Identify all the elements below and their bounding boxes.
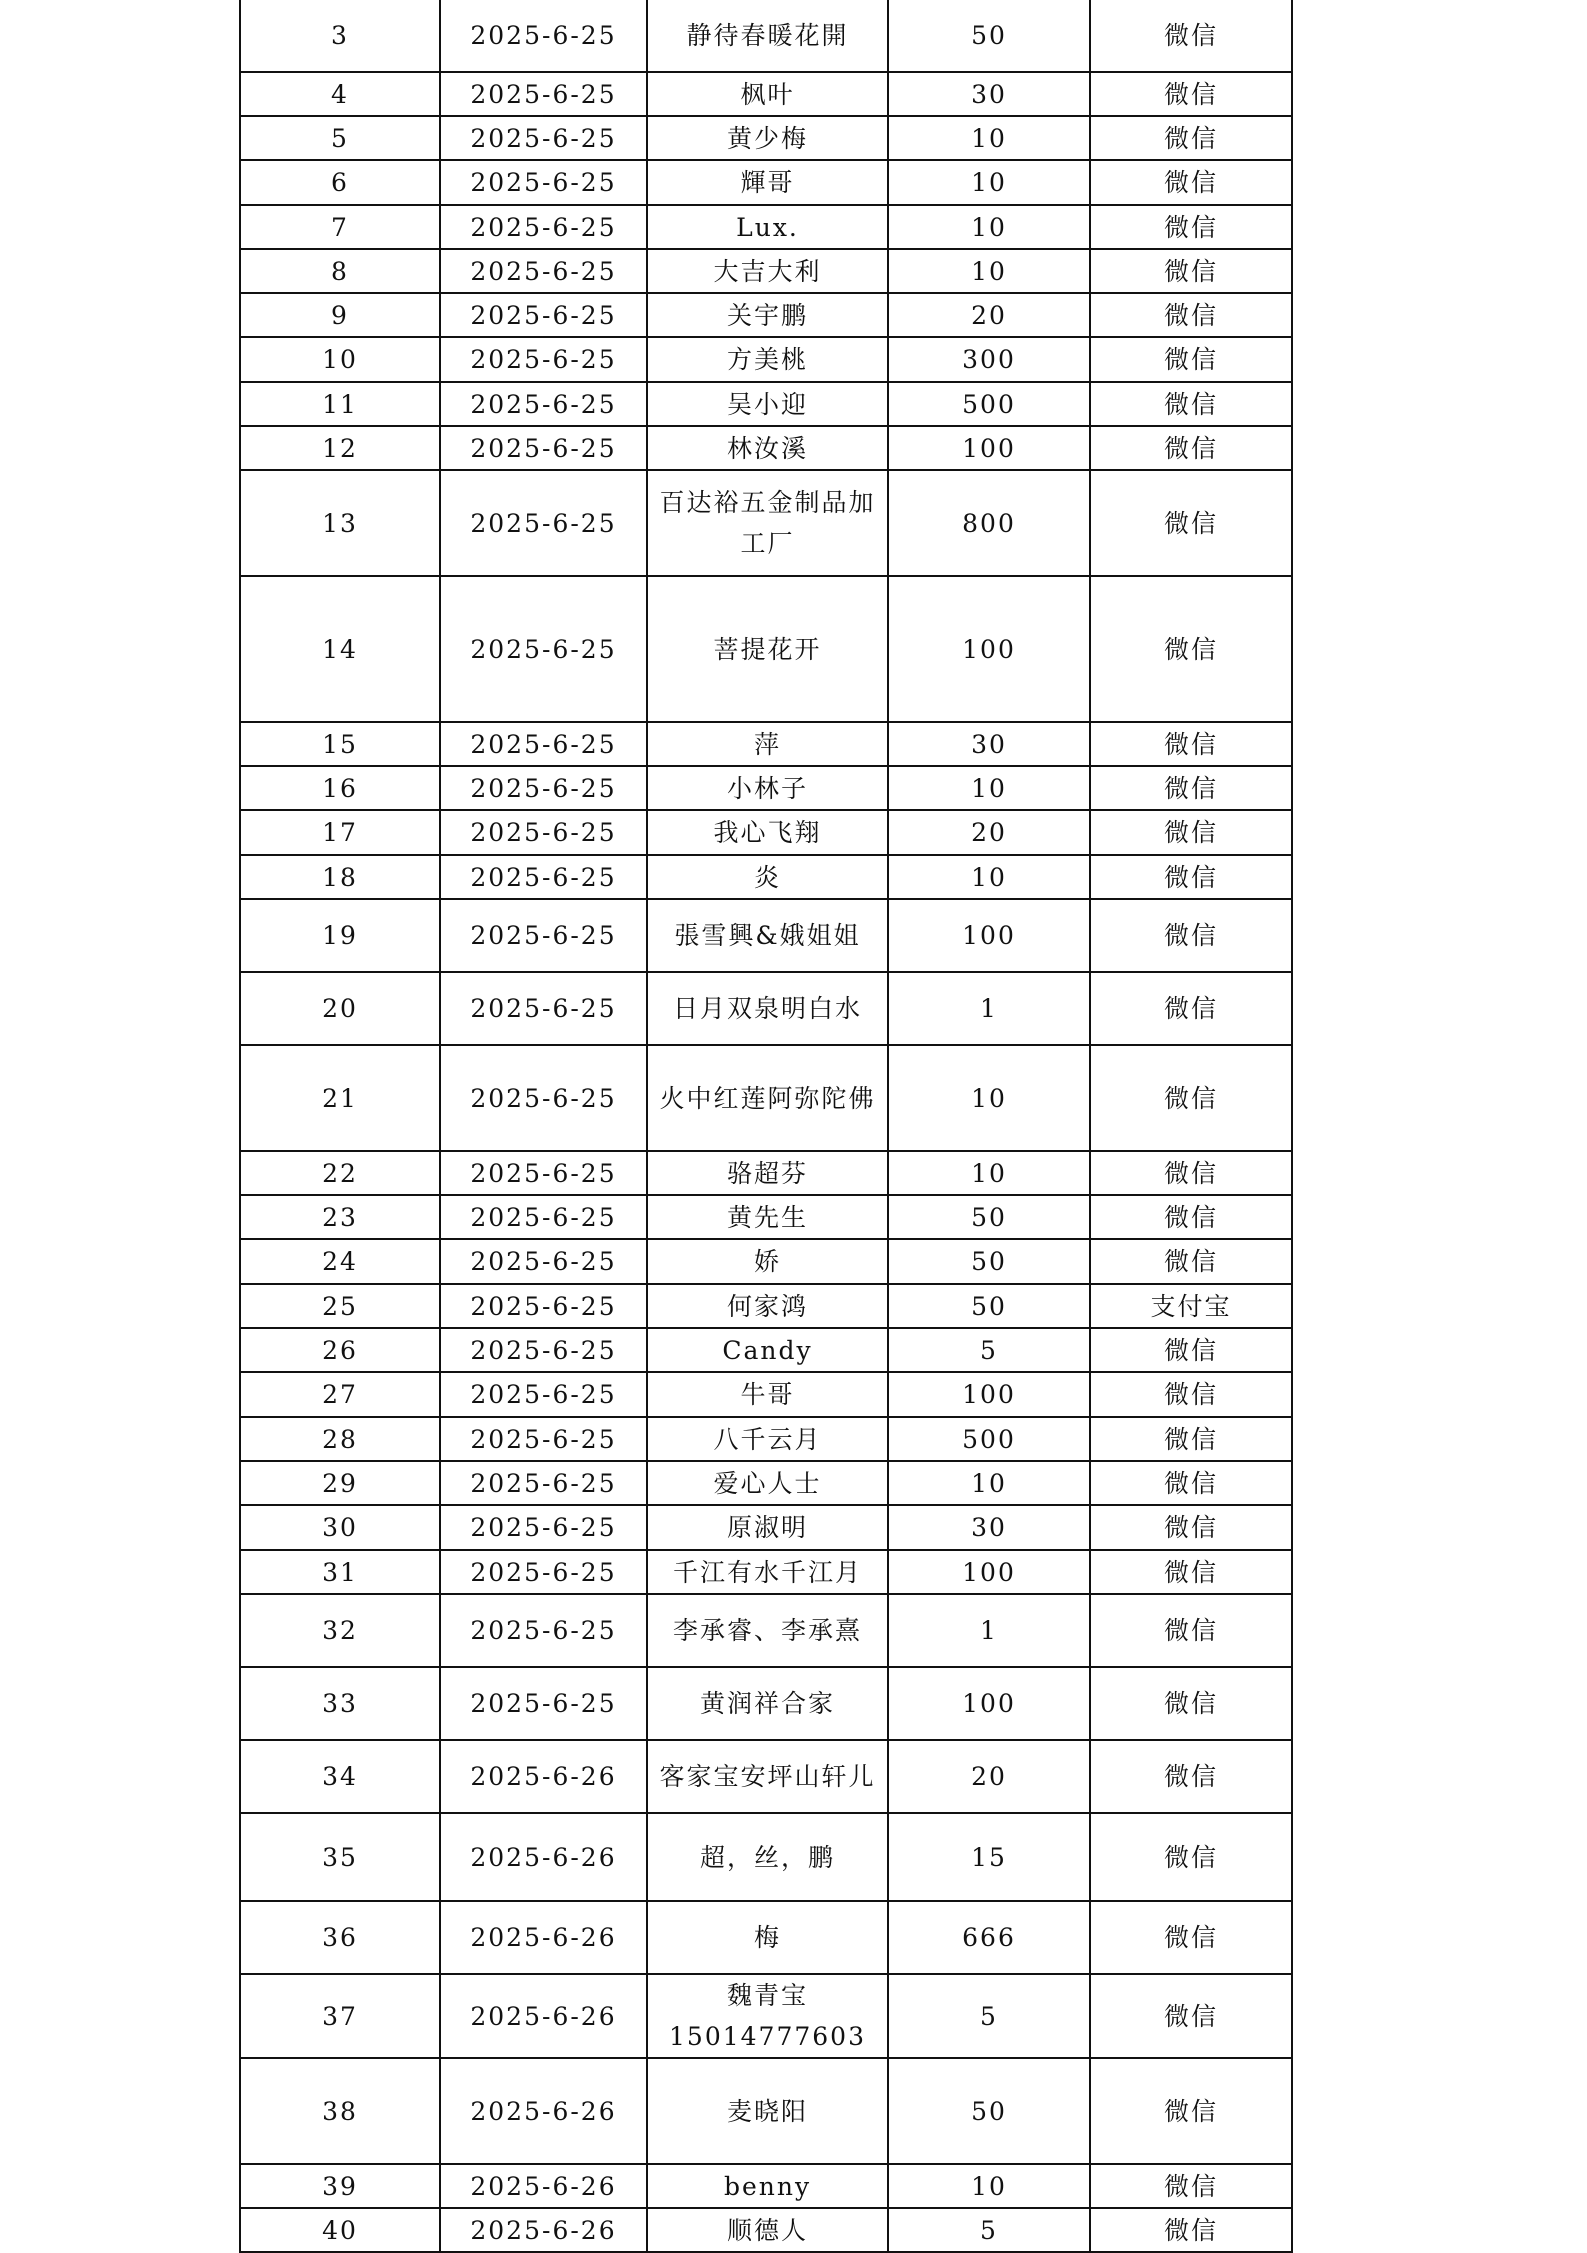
amount-cell: 30: [888, 72, 1090, 116]
date-cell: 2025-6-26: [440, 1974, 647, 2058]
table-row: [240, 1045, 1292, 1151]
row-number-cell: 12: [240, 426, 440, 470]
payment-method-cell: 微信: [1090, 899, 1292, 972]
payment-method-cell: 微信: [1090, 766, 1292, 810]
row-number-cell: 38: [240, 2058, 440, 2164]
date-cell: 2025-6-25: [440, 337, 647, 382]
amount-cell: 100: [888, 426, 1090, 470]
table-row: [240, 766, 1292, 810]
amount-cell: 10: [888, 116, 1090, 160]
donor-name-cell: 方美桃: [647, 337, 888, 382]
amount-cell: 50: [888, 0, 1090, 72]
amount-cell: 50: [888, 1195, 1090, 1239]
date-cell: 2025-6-26: [440, 2208, 647, 2252]
row-number-cell: 9: [240, 293, 440, 337]
payment-method-cell: 微信: [1090, 972, 1292, 1045]
payment-method-cell: 微信: [1090, 1195, 1292, 1239]
table-row: [240, 160, 1292, 205]
amount-cell: 100: [888, 1550, 1090, 1594]
date-cell: 2025-6-26: [440, 2164, 647, 2208]
donor-name-cell: 牛哥: [647, 1372, 888, 1417]
amount-cell: 10: [888, 160, 1090, 205]
amount-cell: 20: [888, 293, 1090, 337]
donor-name-cell: 火中红莲阿弥陀佛: [647, 1045, 888, 1151]
table-row: [240, 855, 1292, 899]
donor-name-cell: 爱心人士: [647, 1461, 888, 1505]
donor-name-cell: 顺德人: [647, 2208, 888, 2252]
row-number-cell: 32: [240, 1594, 440, 1667]
donor-name-cell: 吴小迎: [647, 382, 888, 426]
payment-method-cell: 微信: [1090, 2208, 1292, 2252]
payment-method-cell: 微信: [1090, 1328, 1292, 1372]
table-row: [240, 2164, 1292, 2208]
donor-name-cell: 大吉大利: [647, 249, 888, 293]
amount-cell: 100: [888, 1667, 1090, 1740]
payment-method-cell: 微信: [1090, 1461, 1292, 1505]
date-cell: 2025-6-25: [440, 1372, 647, 1417]
payment-method-cell: 微信: [1090, 576, 1292, 722]
payment-method-cell: 微信: [1090, 1550, 1292, 1594]
amount-cell: 100: [888, 899, 1090, 972]
date-cell: 2025-6-25: [440, 72, 647, 116]
donor-name-cell: 輝哥: [647, 160, 888, 205]
amount-cell: 100: [888, 1372, 1090, 1417]
table-row: [240, 810, 1292, 855]
payment-method-cell: 微信: [1090, 722, 1292, 766]
row-number-cell: 11: [240, 382, 440, 426]
row-number-cell: 7: [240, 205, 440, 249]
payment-method-cell: 微信: [1090, 1974, 1292, 2058]
donor-name-cell: benny: [647, 2164, 888, 2208]
table-row: [240, 1239, 1292, 1284]
amount-cell: 50: [888, 1239, 1090, 1284]
row-number-cell: 20: [240, 972, 440, 1045]
payment-method-cell: 微信: [1090, 1372, 1292, 1417]
table-row: [240, 1284, 1292, 1328]
amount-cell: 300: [888, 337, 1090, 382]
donor-name-cell: 静待春暖花開: [647, 0, 888, 72]
date-cell: 2025-6-26: [440, 2058, 647, 2164]
payment-method-cell: 微信: [1090, 382, 1292, 426]
donation-table-body: [240, 0, 1292, 2252]
table-row: [240, 1461, 1292, 1505]
donor-name-cell: 关宇鹏: [647, 293, 888, 337]
donor-name-cell: Lux.: [647, 205, 888, 249]
row-number-cell: 17: [240, 810, 440, 855]
donor-name-cell: 枫叶: [647, 72, 888, 116]
date-cell: 2025-6-25: [440, 1505, 647, 1550]
date-cell: 2025-6-25: [440, 899, 647, 972]
payment-method-cell: 微信: [1090, 337, 1292, 382]
table-row: [240, 116, 1292, 160]
donor-name-cell: 梅: [647, 1901, 888, 1974]
table-row: [240, 1594, 1292, 1667]
date-cell: 2025-6-25: [440, 1151, 647, 1195]
table-row: [240, 2208, 1292, 2252]
donor-name-cell: 黄润祥合家: [647, 1667, 888, 1740]
date-cell: 2025-6-26: [440, 1813, 647, 1901]
donor-name-cell: 超，丝，鹏: [647, 1813, 888, 1901]
date-cell: 2025-6-25: [440, 1328, 647, 1372]
payment-method-cell: 微信: [1090, 249, 1292, 293]
row-number-cell: 13: [240, 470, 440, 576]
table-row: [240, 1813, 1292, 1901]
donor-name-cell: 菩提花开: [647, 576, 888, 722]
amount-cell: 30: [888, 1505, 1090, 1550]
amount-cell: 100: [888, 576, 1090, 722]
row-number-cell: 27: [240, 1372, 440, 1417]
payment-method-cell: 微信: [1090, 1667, 1292, 1740]
table-row: [240, 1901, 1292, 1974]
table-row: [240, 293, 1292, 337]
date-cell: 2025-6-25: [440, 1195, 647, 1239]
date-cell: 2025-6-25: [440, 382, 647, 426]
amount-cell: 20: [888, 810, 1090, 855]
amount-cell: 666: [888, 1901, 1090, 1974]
row-number-cell: 31: [240, 1550, 440, 1594]
table-row: [240, 1667, 1292, 1740]
row-number-cell: 40: [240, 2208, 440, 2252]
payment-method-cell: 微信: [1090, 72, 1292, 116]
payment-method-cell: 微信: [1090, 1740, 1292, 1813]
date-cell: 2025-6-25: [440, 1045, 647, 1151]
table-row: [240, 0, 1292, 72]
amount-cell: 500: [888, 1417, 1090, 1461]
date-cell: 2025-6-25: [440, 249, 647, 293]
table-row: [240, 1974, 1292, 2058]
row-number-cell: 4: [240, 72, 440, 116]
date-cell: 2025-6-25: [440, 722, 647, 766]
payment-method-cell: 微信: [1090, 293, 1292, 337]
donor-name-cell: 魏青宝15014777603: [647, 1974, 888, 2058]
table-row: [240, 1417, 1292, 1461]
donor-name-cell: 我心飞翔: [647, 810, 888, 855]
amount-cell: 10: [888, 2164, 1090, 2208]
payment-method-cell: 微信: [1090, 1151, 1292, 1195]
date-cell: 2025-6-25: [440, 293, 647, 337]
donor-name-cell: 小林子: [647, 766, 888, 810]
amount-cell: 10: [888, 249, 1090, 293]
row-number-cell: 35: [240, 1813, 440, 1901]
date-cell: 2025-6-25: [440, 810, 647, 855]
table-row: [240, 899, 1292, 972]
row-number-cell: 28: [240, 1417, 440, 1461]
row-number-cell: 37: [240, 1974, 440, 2058]
amount-cell: 500: [888, 382, 1090, 426]
date-cell: 2025-6-25: [440, 972, 647, 1045]
payment-method-cell: 微信: [1090, 1239, 1292, 1284]
row-number-cell: 39: [240, 2164, 440, 2208]
payment-method-cell: 微信: [1090, 1594, 1292, 1667]
donor-name-cell: 黄先生: [647, 1195, 888, 1239]
row-number-cell: 14: [240, 576, 440, 722]
amount-cell: 10: [888, 855, 1090, 899]
table-row: [240, 72, 1292, 116]
row-number-cell: 3: [240, 0, 440, 72]
date-cell: 2025-6-25: [440, 426, 647, 470]
amount-cell: 1: [888, 1594, 1090, 1667]
date-cell: 2025-6-25: [440, 1594, 647, 1667]
table-row: [240, 722, 1292, 766]
payment-method-cell: 微信: [1090, 1045, 1292, 1151]
date-cell: 2025-6-25: [440, 576, 647, 722]
date-cell: 2025-6-26: [440, 1740, 647, 1813]
date-cell: 2025-6-26: [440, 1901, 647, 1974]
payment-method-cell: 微信: [1090, 810, 1292, 855]
payment-method-cell: 微信: [1090, 160, 1292, 205]
payment-method-cell: 微信: [1090, 1901, 1292, 1974]
payment-method-cell: 微信: [1090, 426, 1292, 470]
donor-name-cell: 黄少梅: [647, 116, 888, 160]
date-cell: 2025-6-25: [440, 205, 647, 249]
table-row: [240, 1740, 1292, 1813]
donor-name-cell: 客家宝安坪山轩儿: [647, 1740, 888, 1813]
payment-method-cell: 微信: [1090, 1505, 1292, 1550]
date-cell: 2025-6-25: [440, 766, 647, 810]
date-cell: 2025-6-25: [440, 160, 647, 205]
amount-cell: 800: [888, 470, 1090, 576]
row-number-cell: 25: [240, 1284, 440, 1328]
payment-method-cell: 微信: [1090, 855, 1292, 899]
row-number-cell: 10: [240, 337, 440, 382]
row-number-cell: 5: [240, 116, 440, 160]
table-row: [240, 1550, 1292, 1594]
amount-cell: 50: [888, 2058, 1090, 2164]
donor-name-cell: 八千云月: [647, 1417, 888, 1461]
date-cell: 2025-6-25: [440, 1417, 647, 1461]
donor-name-cell: 百达裕五金制品加工厂: [647, 470, 888, 576]
row-number-cell: 23: [240, 1195, 440, 1239]
payment-method-cell: 微信: [1090, 470, 1292, 576]
donor-name-cell: 萍: [647, 722, 888, 766]
row-number-cell: 8: [240, 249, 440, 293]
date-cell: 2025-6-25: [440, 855, 647, 899]
amount-cell: 10: [888, 205, 1090, 249]
amount-cell: 30: [888, 722, 1090, 766]
row-number-cell: 29: [240, 1461, 440, 1505]
amount-cell: 50: [888, 1284, 1090, 1328]
amount-cell: 5: [888, 1974, 1090, 2058]
amount-cell: 10: [888, 1045, 1090, 1151]
payment-method-cell: 微信: [1090, 205, 1292, 249]
date-cell: 2025-6-25: [440, 0, 647, 72]
donor-name-cell: 千江有水千江月: [647, 1550, 888, 1594]
payment-method-cell: 支付宝: [1090, 1284, 1292, 1328]
date-cell: 2025-6-25: [440, 116, 647, 160]
table-row: [240, 1505, 1292, 1550]
payment-method-cell: 微信: [1090, 116, 1292, 160]
row-number-cell: 15: [240, 722, 440, 766]
donation-table: [239, 0, 1293, 2253]
row-number-cell: 18: [240, 855, 440, 899]
table-row: [240, 1195, 1292, 1239]
date-cell: 2025-6-25: [440, 1239, 647, 1284]
payment-method-cell: 微信: [1090, 2058, 1292, 2164]
table-row: [240, 972, 1292, 1045]
amount-cell: 5: [888, 1328, 1090, 1372]
table-row: [240, 337, 1292, 382]
donor-name-cell: 日月双泉明白水: [647, 972, 888, 1045]
row-number-cell: 36: [240, 1901, 440, 1974]
donor-name-cell: 骆超芬: [647, 1151, 888, 1195]
row-number-cell: 33: [240, 1667, 440, 1740]
table-row: [240, 470, 1292, 576]
amount-cell: 1: [888, 972, 1090, 1045]
row-number-cell: 30: [240, 1505, 440, 1550]
amount-cell: 10: [888, 1151, 1090, 1195]
donor-name-cell: 娇: [647, 1239, 888, 1284]
row-number-cell: 19: [240, 899, 440, 972]
date-cell: 2025-6-25: [440, 1550, 647, 1594]
payment-method-cell: 微信: [1090, 2164, 1292, 2208]
payment-method-cell: 微信: [1090, 0, 1292, 72]
table-row: [240, 1328, 1292, 1372]
row-number-cell: 24: [240, 1239, 440, 1284]
row-number-cell: 34: [240, 1740, 440, 1813]
donor-name-cell: 張雪興&娥姐姐: [647, 899, 888, 972]
table-row: [240, 382, 1292, 426]
table-row: [240, 1151, 1292, 1195]
table-row: [240, 426, 1292, 470]
date-cell: 2025-6-25: [440, 1284, 647, 1328]
table-row: [240, 2058, 1292, 2164]
row-number-cell: 6: [240, 160, 440, 205]
amount-cell: 10: [888, 1461, 1090, 1505]
date-cell: 2025-6-25: [440, 1461, 647, 1505]
donor-name-cell: 麦晓阳: [647, 2058, 888, 2164]
amount-cell: 5: [888, 2208, 1090, 2252]
table-row: [240, 249, 1292, 293]
table-row: [240, 1372, 1292, 1417]
table-row: [240, 576, 1292, 722]
row-number-cell: 26: [240, 1328, 440, 1372]
donor-name-cell: 李承睿、李承熹: [647, 1594, 888, 1667]
donor-name-cell: 炎: [647, 855, 888, 899]
amount-cell: 20: [888, 1740, 1090, 1813]
row-number-cell: 22: [240, 1151, 440, 1195]
amount-cell: 15: [888, 1813, 1090, 1901]
date-cell: 2025-6-25: [440, 1667, 647, 1740]
date-cell: 2025-6-25: [440, 470, 647, 576]
donor-name-cell: 林汝溪: [647, 426, 888, 470]
donor-name-cell: 原淑明: [647, 1505, 888, 1550]
amount-cell: 10: [888, 766, 1090, 810]
row-number-cell: 16: [240, 766, 440, 810]
donor-name-cell: 何家鸿: [647, 1284, 888, 1328]
row-number-cell: 21: [240, 1045, 440, 1151]
payment-method-cell: 微信: [1090, 1417, 1292, 1461]
payment-method-cell: 微信: [1090, 1813, 1292, 1901]
donor-name-cell: Candy: [647, 1328, 888, 1372]
table-row: [240, 205, 1292, 249]
